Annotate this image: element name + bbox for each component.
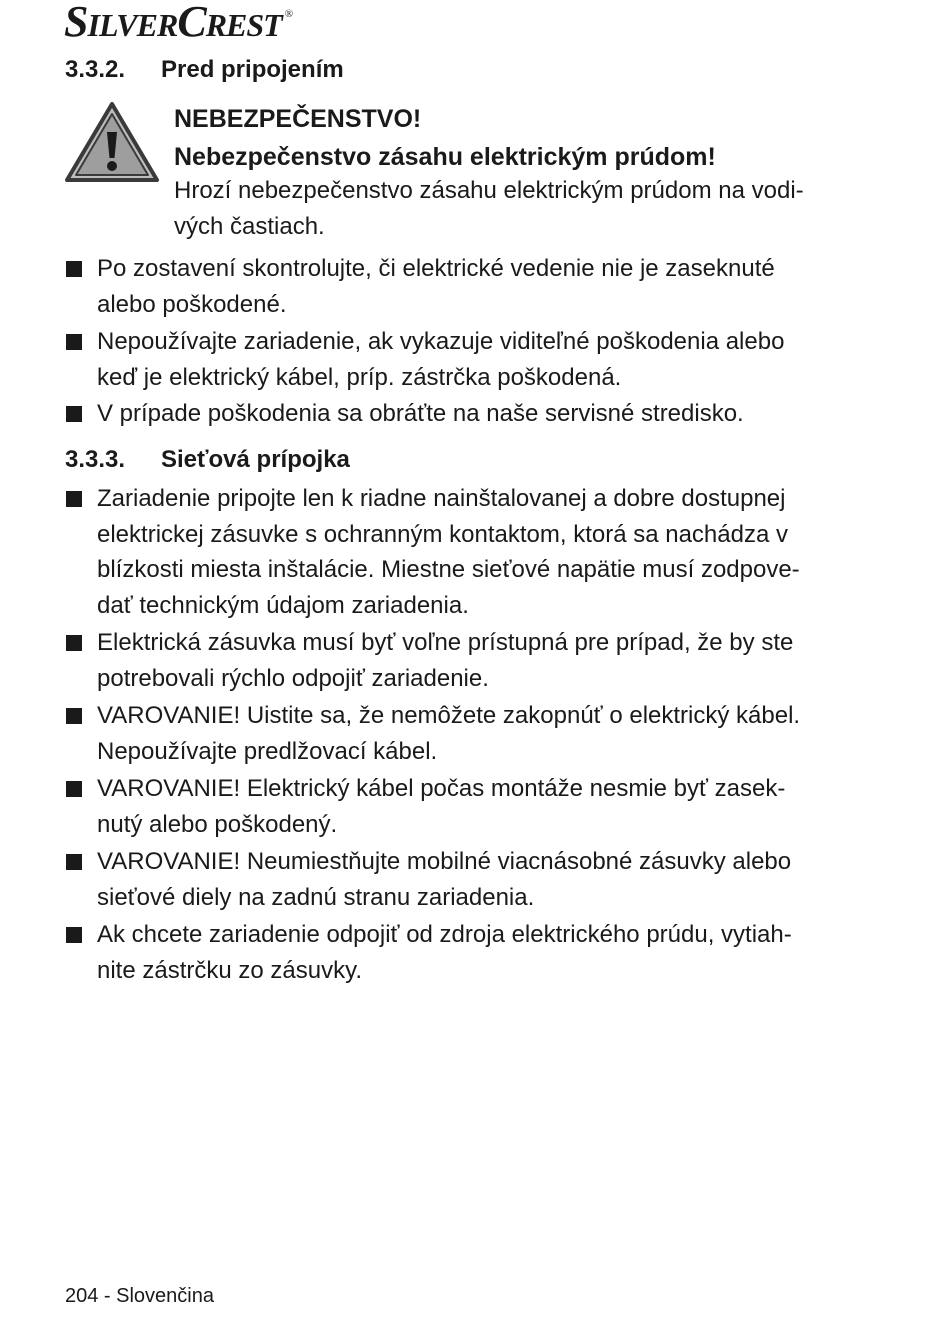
list-item: VAROVANIE! Elektrický kábel počas montáže nesmie byť zasek- nutý alebo poškodený. bbox=[66, 771, 866, 842]
section-heading-333 bbox=[65, 445, 350, 475]
bullet-square-icon bbox=[66, 406, 82, 422]
logo-text-ilver: ILVER bbox=[87, 7, 178, 43]
section-number: 3.3.2. bbox=[65, 56, 126, 83]
section-title: Pred pripojením bbox=[161, 56, 344, 83]
bullet-square-icon bbox=[66, 781, 82, 797]
list-item: Elektrická zásuvka musí byť voľne prístupná pre prípad, že by ste potrebovali rýchlo odpojiť zariadenie. bbox=[66, 625, 866, 696]
registered-mark: ® bbox=[284, 8, 294, 20]
list-item: Po zostavení skontrolujte, či elektrické vedenie nie je zaseknuté alebo poškodené. bbox=[66, 251, 866, 322]
bullet-square-icon bbox=[66, 635, 82, 651]
bullet-square-icon bbox=[66, 927, 82, 943]
logo-text-rest: REST bbox=[205, 7, 282, 43]
brand-logo bbox=[64, 0, 294, 46]
list-item: VAROVANIE! Neumiestňujte mobilné viacnásobné zásuvky alebo sieťové diely na zadnú stranu zariadenia. bbox=[66, 844, 866, 915]
warning-headline: Nebezpečenstvo zásahu elektrickým prúdom! bbox=[174, 143, 716, 171]
section-number: 3.3.3. bbox=[65, 446, 126, 473]
section-heading-332 bbox=[65, 55, 344, 85]
list-item: V prípade poškodenia sa obráťte na naše servisné stredisko. bbox=[66, 396, 866, 432]
logo-letter-s: S bbox=[64, 0, 88, 46]
bullet-square-icon bbox=[66, 261, 82, 277]
bullet-square-icon bbox=[66, 334, 82, 350]
page-footer: 204 - Slovenčina bbox=[65, 1285, 214, 1307]
list-item: Ak chcete zariadenie odpojiť od zdroja elektrického prúdu, vytiah- nite zástrčku zo zásuvky. bbox=[66, 917, 866, 988]
list-item: Zariadenie pripojte len k riadne nainštalovanej a dobre dostupnej elektrickej zásuvke s ochranným kontaktom, ktorá sa nachádza v blízkosti miesta inštalácie. Miestne sieťové napätie musí zodpove- dať technickým údajom zariadenia. bbox=[66, 481, 866, 623]
list-item: VAROVANIE! Uistite sa, že nemôžete zakopnúť o elektrický kábel. Nepoužívajte predlžovací kábel. bbox=[66, 698, 866, 769]
list-item: Nepoužívajte zariadenie, ak vykazuje viditeľné poškodenia alebo keď je elektrický kábel, príp. zástrčka poškodená. bbox=[66, 324, 866, 395]
bullet-square-icon bbox=[66, 708, 82, 724]
warning-text: Hrozí nebezpečenstvo zásahu elektrickým prúdom na vodi- vých častiach. bbox=[174, 177, 804, 240]
bullet-square-icon bbox=[66, 491, 82, 507]
section-title: Sieťová prípojka bbox=[161, 446, 350, 473]
logo-letter-c: C bbox=[177, 0, 206, 46]
warning-label: NEBEZPEČENSTVO! bbox=[174, 105, 422, 133]
bullet-square-icon bbox=[66, 854, 82, 870]
warning-block bbox=[174, 101, 874, 245]
warning-triangle-icon bbox=[64, 100, 160, 184]
